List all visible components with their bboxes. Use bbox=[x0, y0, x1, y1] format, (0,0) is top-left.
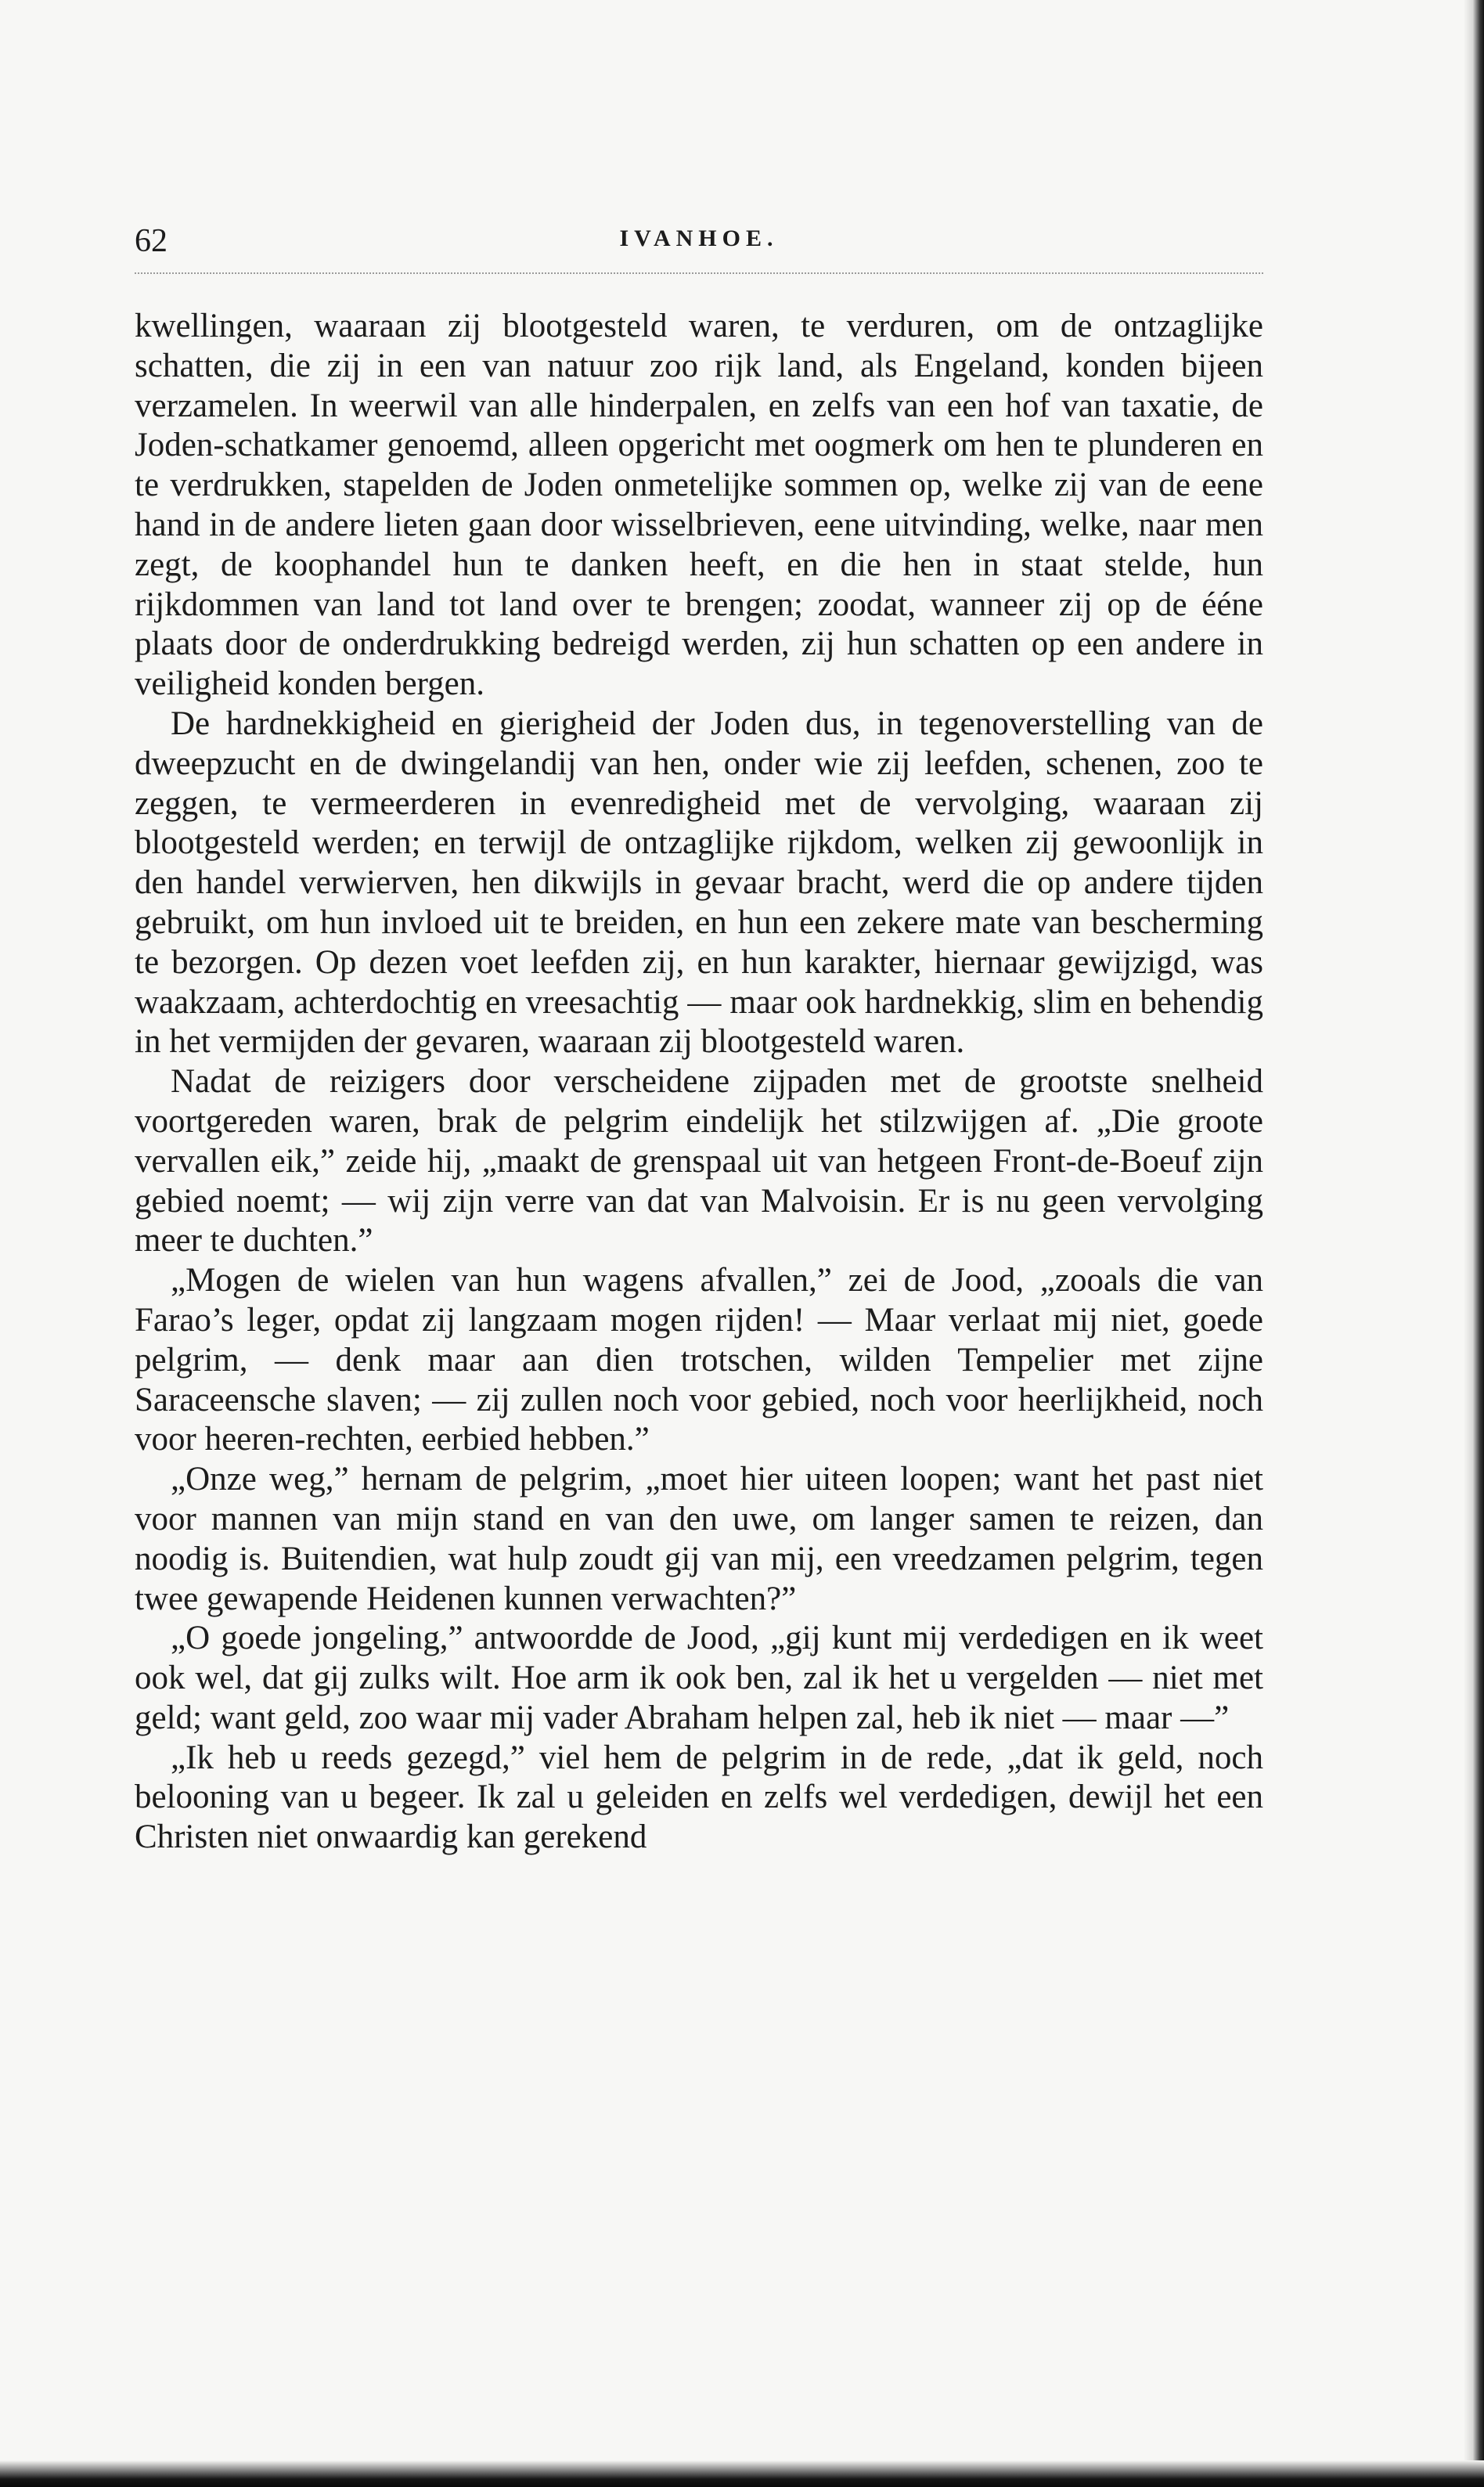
paragraph: „O goede jongeling,” antwoordde de Jood, „gij kunt mij verdedigen en ik weet ook wel, dat gij zulks wilt. Hoe arm ik ook ben, zal ik het u vergelden — niet met geld; want geld, zoo waar mij vader Abraham helpen zal, heb ik niet — maar —” bbox=[135, 1620, 1263, 1736]
paragraph: „Onze weg,” hernam de pelgrim, „moet hier uiteen loopen; want het past niet voor mannen van mijn stand en van den uwe, om langer samen te reizen, dan noodig is. Buitendien, wat hulp zoudt gij van mij, een vreedzamen pelgrim, tegen twee gewapende Heidenen kunnen verwachten?” bbox=[135, 1461, 1263, 1617]
paragraph-continues: „Ik heb u reeds gezegd,” viel hem de pelgrim in de rede, „dat ik geld, noch belooning van u begeer. Ik zal u geleiden en zelfs wel verdedigen, dewijl het een Christen niet onwaardig kan gerekend bbox=[135, 1739, 1263, 1856]
paragraph: „Mogen de wielen van hun wagens afvallen,” zei de Jood, „zooals die van Farao’s leger, opdat zij langzaam mogen rijden! — Maar verlaat mij niet, goede pelgrim, — denk maar aan dien trotschen, wilden Tempelier met zijne Saraceensche slaven; — zij zullen noch voor gebied, noch voor heerlijkheid, noch voor heeren-rechten, eerbied hebben.” bbox=[135, 1262, 1263, 1458]
paragraph-continued: kwellingen, waaraan zij blootgesteld waren, te verduren, om de ontzaglijke schatten, die zij in een van natuur zoo rijk land, als Engeland, konden bijeen verzamelen. In weerwil van alle hinderpalen, en zelfs van een hof van taxatie, de Joden-schatkamer genoemd, alleen opgericht met oogmerk om hen te plunderen en te verdrukken, stapelden de Joden onmetelijke sommen op, welke zij van de eene hand in de andere lieten gaan door wisselbrieven, eene uitvinding, welke, naar men zegt, de koophandel hun te danken heeft, en die hen in staat stelde, hun rijkdommen van land tot land over te brengen; zoodat, wanneer zij op de ééne plaats door de onderdrukking bedreigd werden, zij hun schatten op een andere in veiligheid konden bergen. bbox=[135, 308, 1263, 703]
paragraph: De hardnekkigheid en gierigheid der Joden dus, in tegenoverstelling van de dweepzucht en de dwingelandij van hen, onder wie zij leefden, schenen, zoo te zeggen, te vermeerderen in evenredigheid met de vervolging, waaraan zij blootgesteld werden; en terwijl de ontzaglijke rijkdom, welken zij gewoonlijk in den handel verwierven, hen dikwijls in gevaar bracht, werd die op andere tijden gebruikt, om hun invloed uit te breiden, en hun een zekere mate van bescherming te bezorgen. Op dezen voet leefden zij, en hun karakter, hiernaar gewijzigd, was waakzaam, achterdochtig en vreesachtig — maar ook hardnekkig, slim en behendig in het vermijden der gevaren, waaraan zij blootgesteld waren. bbox=[135, 705, 1263, 1061]
page-number: 62 bbox=[135, 223, 167, 259]
scan-edge-shadow bbox=[1464, 0, 1484, 2487]
header-rule bbox=[135, 272, 1263, 274]
page-header bbox=[135, 216, 1263, 271]
body-text bbox=[135, 307, 1263, 1858]
running-title: IVANHOE. bbox=[619, 225, 779, 251]
scan-bottom-shadow bbox=[0, 2460, 1484, 2487]
paragraph: Nadat de reizigers door verscheidene zijpaden met de grootste snelheid voortgereden waren, brak de pelgrim eindelijk het stilzwijgen af. „Die groote vervallen eik,” zeide hij, „maakt de grenspaal uit van hetgeen Front-de-Boeuf zijn gebied noemt; — wij zijn verre van dat van Malvoisin. Er is nu geen vervolging meer te duchten.” bbox=[135, 1063, 1263, 1260]
